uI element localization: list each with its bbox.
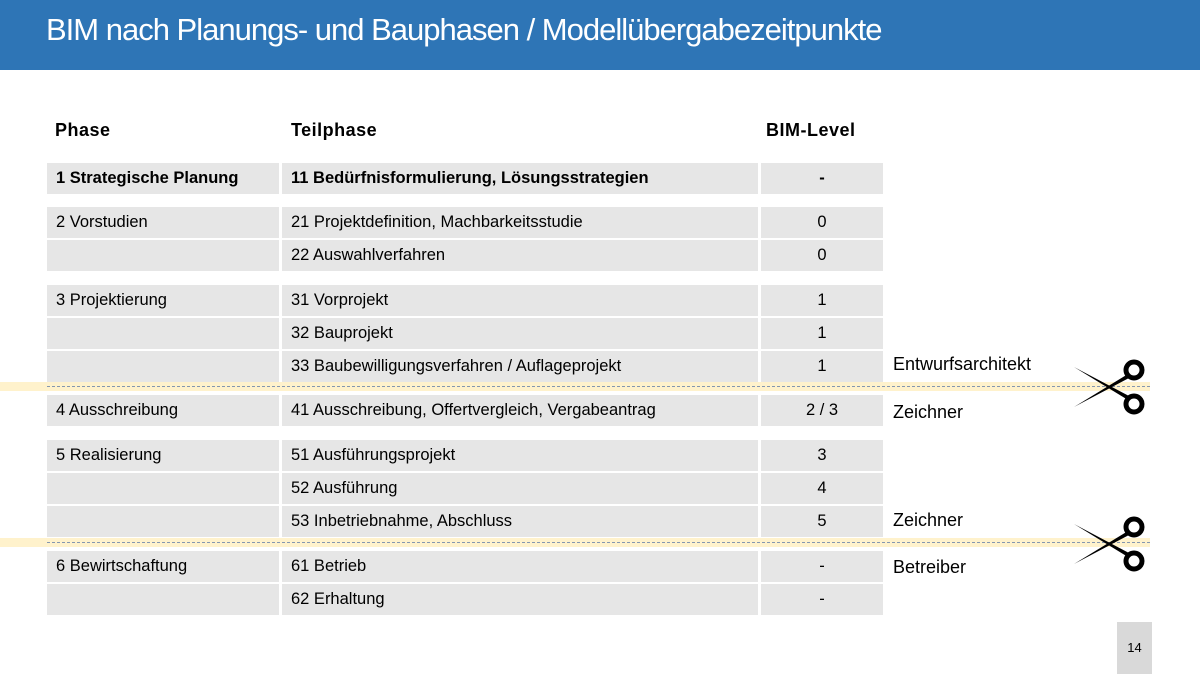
table-cell-teilphase: 61 Betrieb [282,551,758,582]
table-cell-phase: 3 Projektierung [47,285,279,316]
table-cell-phase: 2 Vorstudien [47,207,279,238]
table-cell-bim-level: 0 [761,207,883,238]
table-cell-teilphase: 21 Projektdefinition, Machbarkeitsstudie [282,207,758,238]
table-cell-teilphase: 62 Erhaltung [282,584,758,615]
table-cell-phase [47,240,279,271]
table-cell-bim-level: 3 [761,440,883,471]
table-cell-teilphase: 52 Ausführung [282,473,758,504]
table-cell-phase [47,351,279,382]
page-title: BIM nach Planungs- und Bauphasen / Modellübergabezeitpunkte [46,12,882,47]
column-header-phase: Phase [55,120,111,140]
role-label: Entwurfsarchitekt [893,354,1032,374]
table-cell-bim-level: 0 [761,240,883,271]
table-cell-bim-level: 4 [761,473,883,504]
handover-divider [47,542,1150,543]
table-cell-teilphase: 32 Bauprojekt [282,318,758,349]
table-cell-bim-level: 1 [761,318,883,349]
role-label: Zeichner [893,510,964,530]
column-header-teilphase: Teilphase [291,120,378,140]
table-cell-bim-level: - [761,584,883,615]
table-cell-teilphase: 22 Auswahlverfahren [282,240,758,271]
table-cell-phase: 1 Strategische Planung [47,163,279,194]
table-cell-phase: 6 Bewirtschaftung [47,551,279,582]
table-cell-phase [47,473,279,504]
column-header-bim-level: BIM-Level [766,120,856,140]
table-cell-bim-level: 1 [761,285,883,316]
table-cell-teilphase: 11 Bedürfnisformulierung, Lösungsstrategien [282,163,758,194]
table-cell-teilphase: 41 Ausschreibung, Offertvergleich, Vergabeantrag [282,395,758,426]
scissors-icon [1070,514,1150,574]
role-label: Zeichner [893,402,964,422]
table-cell-phase [47,584,279,615]
table-cell-phase: 4 Ausschreibung [47,395,279,426]
role-label: Betreiber [893,557,967,577]
table-cell-teilphase: 33 Baubewilligungsverfahren / Auflageprojekt [282,351,758,382]
table-cell-bim-level: 5 [761,506,883,537]
scissors-icon [1070,357,1150,417]
table-cell-teilphase: 53 Inbetriebnahme, Abschluss [282,506,758,537]
table-cell-teilphase: 31 Vorprojekt [282,285,758,316]
table-cell-phase [47,506,279,537]
table-cell-phase [47,318,279,349]
table-cell-bim-level: 2 / 3 [761,395,883,426]
handover-divider [47,386,1150,387]
title-bar [0,0,1200,70]
page-number: 14 [1117,622,1152,674]
table-cell-teilphase: 51 Ausführungsprojekt [282,440,758,471]
table-cell-bim-level: - [761,163,883,194]
table-cell-bim-level: - [761,551,883,582]
table-cell-phase: 5 Realisierung [47,440,279,471]
table-cell-bim-level: 1 [761,351,883,382]
